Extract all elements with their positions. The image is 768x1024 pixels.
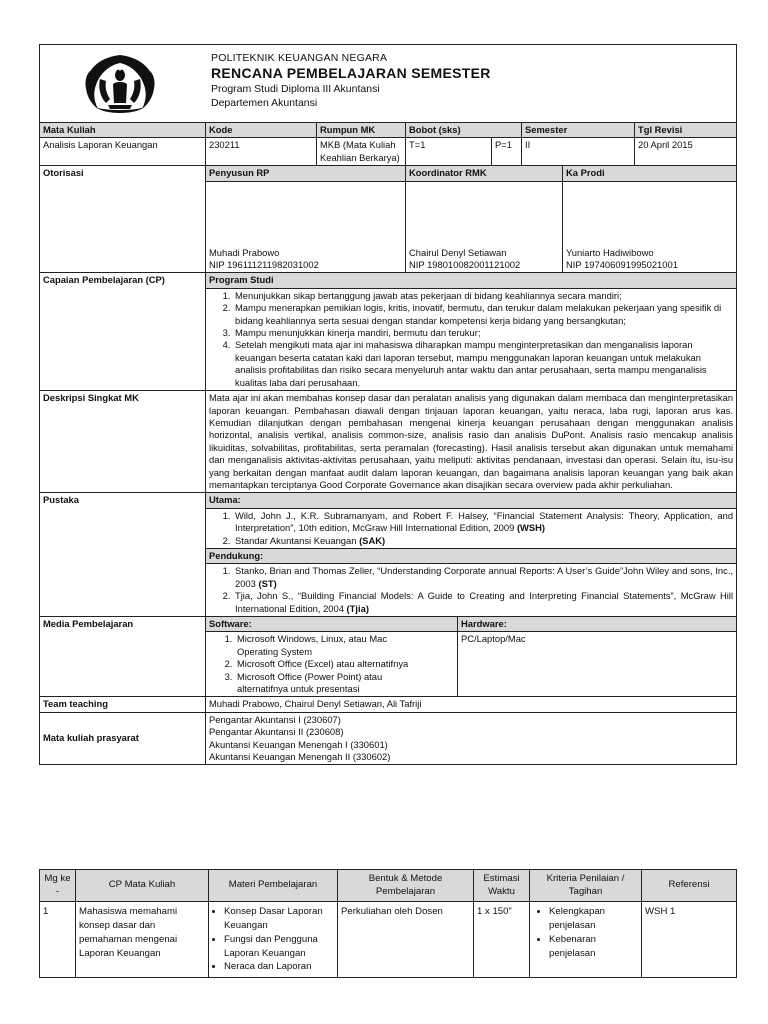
signer-penyusun — [206, 246, 406, 273]
pustaka-utama-cell — [206, 508, 737, 548]
course-semester: II — [522, 138, 635, 166]
schedule-estimasi: 1 x 150” — [474, 902, 530, 978]
document-title: RENCANA PEMBELAJARAN SEMESTER — [211, 65, 491, 82]
rps-document — [39, 44, 736, 765]
otorisasi-header-row — [40, 166, 737, 181]
schedule-table — [39, 869, 737, 978]
course-rumpun: MKB (Mata Kuliah Keahlian Berkarya) — [317, 138, 406, 166]
schedule-row — [40, 902, 737, 978]
deskripsi-label: Deskripsi Singkat MK — [40, 391, 206, 493]
col-header-tgl-revisi: Tgl Revisi — [635, 123, 737, 138]
cp-header-row — [40, 273, 737, 288]
otorisasi-header-kaprodi: Ka Prodi — [563, 166, 737, 181]
software-item: 2. Microsoft Office (Excel) atau alternatifnya — [235, 658, 424, 670]
software-list — [209, 633, 454, 695]
signer-name: Chairul Denyl Setiawan — [409, 246, 507, 258]
course-code: 230211 — [206, 138, 317, 166]
media-software-cell — [206, 632, 458, 697]
otorisasi-header-koordinator: Koordinator RMK — [406, 166, 563, 181]
signer-kaprodi — [563, 246, 737, 273]
department-name: Departemen Akuntansi — [211, 97, 318, 110]
col-header-bobot: Bobot (sks) — [406, 123, 522, 138]
schedule-referensi: WSH 1 — [642, 902, 737, 978]
media-header-row — [40, 617, 737, 632]
reference-code: (SAK) — [359, 534, 386, 546]
reference-code: (WSH) — [516, 522, 546, 534]
signer-nip: NIP 197406091995021001 — [566, 259, 678, 271]
materi-item: • Fungsi dan Pengguna Laporan Keuangan — [224, 933, 334, 961]
reference-code: (Tjia) — [346, 602, 369, 614]
otorisasi-label: Otorisasi — [40, 166, 206, 273]
reference-code: (ST) — [258, 577, 277, 589]
team-row — [40, 697, 737, 712]
cp-items-cell — [206, 288, 737, 390]
software-item: 1. Microsoft Windows, Linux, atau Mac Operating System — [235, 633, 424, 658]
pustaka-pendukung-header: Pendukung: — [206, 548, 737, 563]
program-name: Program Studi Diploma III Akuntansi — [211, 83, 380, 96]
col-header-semester: Semester — [522, 123, 635, 138]
kriteria-item: • Kelengkapan penjelasan — [549, 905, 638, 933]
pustaka-label: Pustaka — [40, 493, 206, 617]
schedule-header-week: Mg ke - — [40, 870, 76, 902]
prasyarat-item: Pengantar Akuntansi II (230608) — [209, 726, 344, 738]
materi-item: • Konsep Dasar Laporan Keuangan — [224, 905, 334, 933]
reference-text: Stanko, Brian and Thomas Zeller, “Understanding Corporate annual Reports: A User’s Guide”John Wiley and sons, Inc., 2003 — [235, 565, 734, 589]
kriteria-list — [533, 905, 638, 960]
reference-text: Standar Akuntansi Keuangan — [235, 534, 357, 546]
signature-area-kaprodi — [563, 181, 737, 246]
signer-koordinator — [406, 246, 563, 273]
schedule-header-materi: Materi Pembelajaran — [209, 870, 338, 902]
schedule-week: 1 — [40, 902, 76, 978]
cp-label: Capaian Pembelajaran (CP) — [40, 273, 206, 391]
course-revision-date: 20 April 2015 — [635, 138, 737, 166]
pustaka-utama-header-row — [40, 493, 737, 508]
course-name: Analisis Laporan Keuangan — [40, 138, 206, 166]
reference-text: Wild, John J., K.R. Subramanyam, and Robert F. Halsey, “Financial Statement Analysis: Theory, Application, and Interpretation”, 10th edition, McGraw Hill International Edition, 2009 — [235, 509, 734, 534]
prasyarat-item: Pengantar Akuntansi I (230607) — [209, 713, 341, 725]
university-emblem-icon — [80, 51, 160, 117]
prasyarat-label: Mata kuliah prasyarat — [40, 712, 206, 765]
kriteria-item: • Kebenaran penjelasan — [549, 933, 638, 961]
pustaka-pendukung-cell — [206, 564, 737, 617]
materi-item: • Neraca dan Laporan — [224, 960, 334, 974]
col-header-mata-kuliah: Mata Kuliah — [40, 123, 206, 138]
cp-item: 4. Setelah mengikuti mata ajar ini mahasiswa diharapkan mampu menginterpretasikan dan menganalisis laporan keuangan beserta catatan kaki dari laporan tersebut, mampu menggunakan laporan keuangan untuk melakukan analisis profitabilitas dan risiko secara menyeluruh antar waktu dan antar perusahaan, serta mampu menganalisis kualitas laba dari perusahaan. — [233, 339, 733, 389]
course-info-row — [40, 138, 737, 166]
schedule-cp: Mahasiswa memahami konsep dasar dan pemahaman mengenai Laporan Keuangan — [76, 902, 209, 978]
signer-nip: NIP 196111211982031002 — [209, 259, 319, 271]
reference-item — [233, 510, 733, 535]
media-software-header: Software: — [206, 617, 458, 632]
media-label: Media Pembelajaran — [40, 617, 206, 697]
media-hardware-value: PC/Laptop/Mac — [458, 632, 737, 697]
deskripsi-text: Mata ajar ini akan membahas konsep dasar dan peralatan analisis yang digunakan dalam membaca dan menginterpretasikan laporan keuangan. Pembahasan diawali dengan tinjauan laporan keuangan, yaitu neraca, laba rugi, laporan arus kas. Kemudian dilanjutkan dengan pembahasan mengenai kinerja keuangan perusahaan dengan menggunakan analisis horizontal, analisis vertikal, analisis common-size, analisis rasio dan analisis DuPont. Analisis rasio mencakup analisis likuiditas, solvabilitas, profitabilitas, serta peramalan (forecasting). Hasil analisis tersebut akan digunakan untuk memahami dan menganalisis aktivitas-aktivitas perusahaan, yaitu meliputi: aktivitas pendanaan, investasi dan operasi. Selain itu, isu-isu yang berkaitan dengan manfaat audit dalam laporan keuangan, dan bagaimana analisis laporan keuangan yang baik akan memantapkan terciptanya Good Corporate Governance akan disajikan secara overview pada akhir perkuliahan. — [206, 391, 737, 493]
schedule-header-row — [40, 870, 737, 902]
cp-item: 3. Mampu menunjukkan kinerja mandiri, bermutu dan terukur; — [233, 327, 733, 339]
signature-area-penyusun — [206, 181, 406, 246]
cp-sub-header: Program Studi — [206, 273, 737, 288]
document-header — [40, 45, 737, 123]
cp-item: 2. Mampu menerapkan pemikian logis, kritis, inovatif, bermutu, dan terukur dalam melakukan pekerjaan yang spesifik di bidang keahliannya serta sesuai dengan standar kompetensi kerja bidang yang bersangkutan; — [233, 302, 733, 327]
reference-text: Tjia, John S., “Building Financial Models: A Guide to Creating and Interpreting Financial Statements”, McGraw Hill International Edition, 2004 — [235, 590, 734, 614]
col-header-rumpun: Rumpun MK — [317, 123, 406, 138]
course-bobot-p: P=1 — [492, 138, 522, 166]
signer-name: Muhadi Prabowo — [209, 246, 280, 258]
course-bobot-t: T=1 — [406, 138, 492, 166]
prasyarat-item: Akuntansi Keuangan Menengah II (330602) — [209, 751, 391, 763]
signature-area-koordinator — [406, 181, 563, 246]
pustaka-utama-header: Utama: — [206, 493, 737, 508]
pustaka-utama-list — [209, 510, 733, 547]
deskripsi-row — [40, 391, 737, 493]
course-info-header-row — [40, 123, 737, 138]
schedule-header-estimasi: Estimasi Waktu — [474, 870, 530, 902]
reference-item — [233, 565, 733, 590]
team-value: Muhadi Prabowo, Chairul Denyl Setiawan, Ali Tafriji — [206, 697, 737, 712]
schedule-header-referensi: Referensi — [642, 870, 737, 902]
otorisasi-header-penyusun: Penyusun RP — [206, 166, 406, 181]
pustaka-pendukung-list — [209, 565, 733, 615]
team-label: Team teaching — [40, 697, 206, 712]
prasyarat-cell — [206, 712, 737, 765]
schedule-kriteria — [530, 902, 642, 978]
cp-item: 1. Menunjukkan sikap bertanggung jawab atas pekerjaan di bidang keahliannya secara mandiri; — [233, 290, 733, 302]
col-header-kode: Kode — [206, 123, 317, 138]
signer-name: Yuniarto Hadiwibowo — [566, 246, 654, 258]
software-item: 3. Microsoft Office (Power Point) atau alternatifnya untuk presentasi — [235, 671, 424, 696]
media-hardware-header: Hardware: — [458, 617, 737, 632]
cp-list — [209, 290, 733, 389]
schedule-materi — [209, 902, 338, 978]
institution-name: POLITEKNIK KEUANGAN NEGARA — [211, 52, 388, 64]
rps-main-table — [39, 44, 737, 765]
schedule-metode: Perkuliahan oleh Dosen — [338, 902, 474, 978]
schedule-header-metode: Bentuk & Metode Pembelajaran — [338, 870, 474, 902]
materi-list — [212, 905, 334, 974]
schedule-header-cp: CP Mata Kuliah — [76, 870, 209, 902]
signer-nip: NIP 198010082001121002 — [409, 259, 521, 271]
prasyarat-row — [40, 712, 737, 765]
header-text-block — [211, 52, 491, 110]
schedule-header-kriteria: Kriteria Penilaian / Tagihan — [530, 870, 642, 902]
reference-item — [233, 590, 733, 615]
reference-item — [233, 535, 733, 547]
prasyarat-item: Akuntansi Keuangan Menengah I (330601) — [209, 738, 388, 750]
